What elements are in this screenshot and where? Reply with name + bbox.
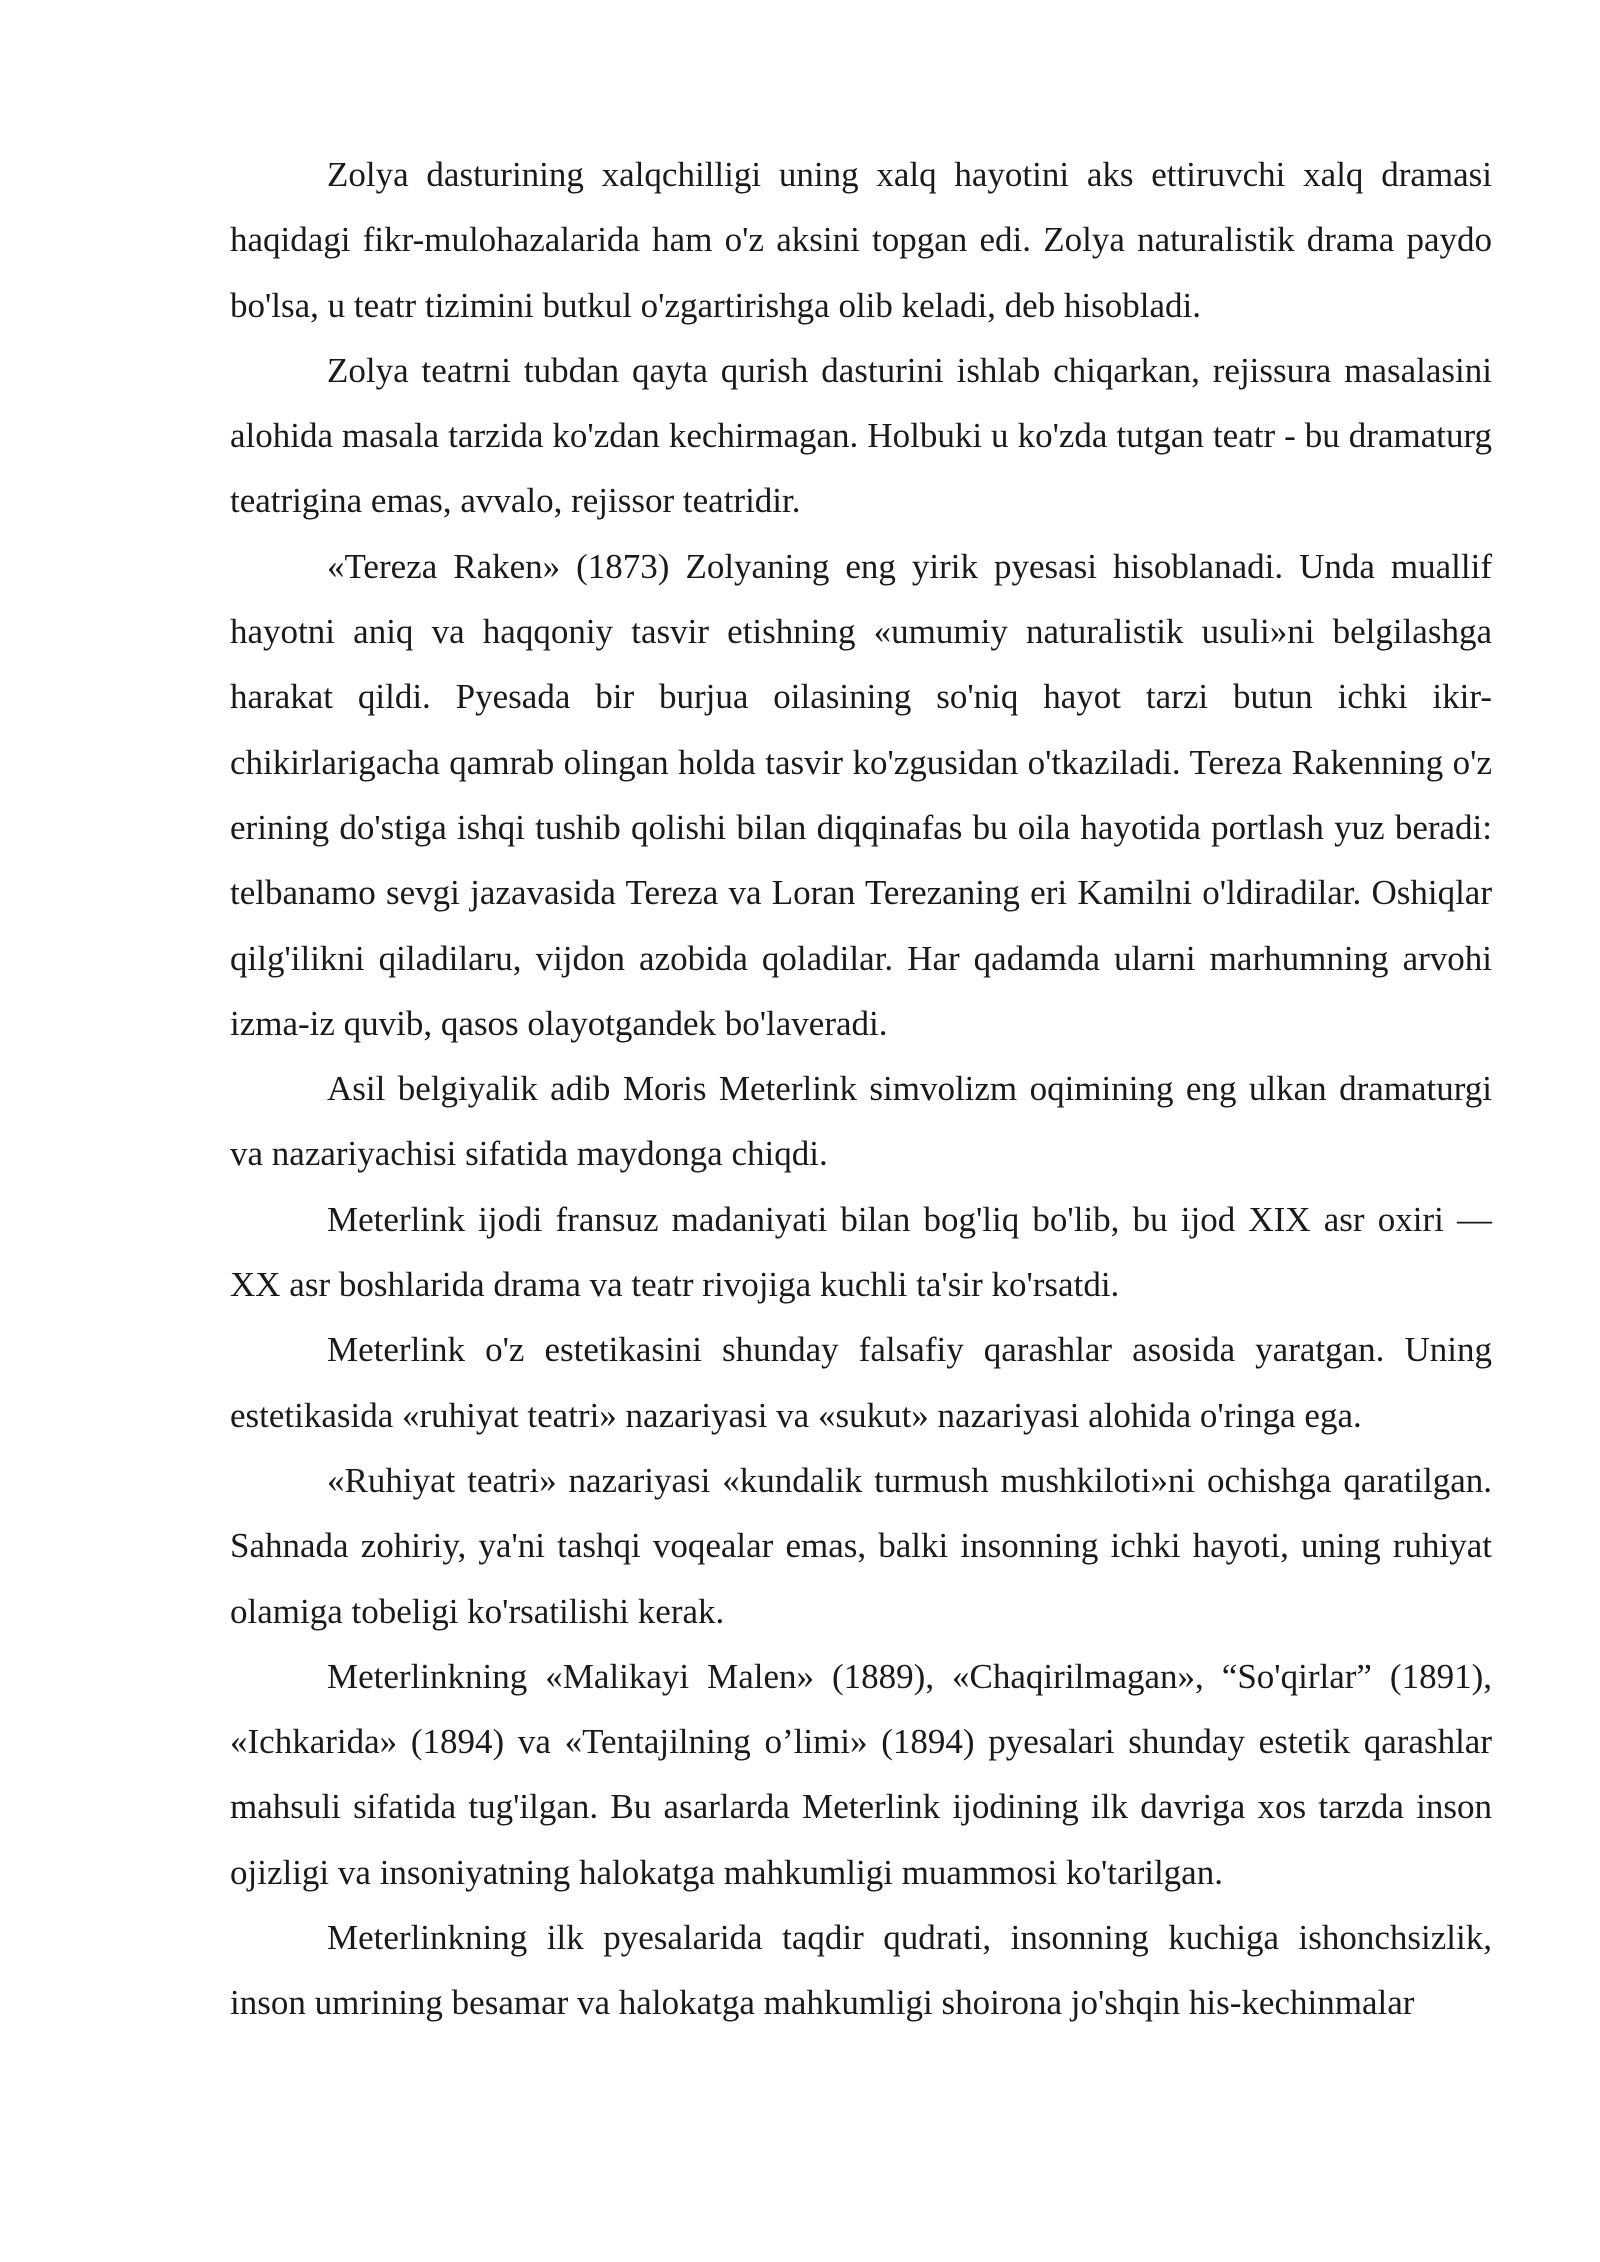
paragraph: Meterlinkning «Malikayi Malen» (1889), «Chaqirilmagan», “So'qirlar” (1891), «Ichkarida» (1894) va «Tentajilning o’limi» (1894) pyesalari shunday estetik qarashlar mahsuli sifatida tug'ilgan. Bu asarlarda Meterlink ijodining ilk davriga xos tarzda inson ojizligi va insoniyatning halokatga mahkumligi muammosi ko'tarilgan.	[230, 1656, 1492, 1892]
paragraph: «Tereza Raken» (1873) Zolyaning eng yirik pyesasi hisoblanadi. Unda muallif hayotni aniq va haqqoniy tasvir etishning «umumiy naturalistik usuli»ni belgilashga harakat qildi. Pyesada bir burjua oilasining so'niq hayot tarzi butun ichki ikir-chikirlarigacha qamrab olingan holda tasvir ko'zgusidan o'tkaziladi. Tereza Rakenning o'z erining do'stiga ishqi tushib qolishi bilan diqqinafas bu oila hayotida portlash yuz beradi: telbanamo sevgi jazavasida Tereza va Loran Terezaning eri Kamilni o'ldiradilar. Oshiqlar qilg'ilikni qiladilaru, vijdon azobida qoladilar. Har qadamda ularni marhumning arvohi izma-iz quvib, qasos olayotgandek bo'laveradi.	[230, 546, 1492, 1043]
paragraph: Zolya teatrni tubdan qayta qurish dasturini ishlab chiqarkan, rejissura masalasini alohida masala tarzida ko'zdan kechirmagan. Holbuki u ko'zda tutgan teatr - bu dramaturg teatrigina emas, avvalo, rejissor teatridir.	[230, 350, 1492, 521]
paragraph: Meterlink o'z estetikasini shunday falsafiy qarashlar asosida yaratgan. Uning estetikasida «ruhiyat teatri» nazariyasi va «sukut» nazariyasi alohida o'ringa ega.	[230, 1330, 1492, 1435]
paragraph: Meterlink ijodi fransuz madaniyati bilan bog'liq bo'lib, bu ijod XIX asr oxiri — XX asr boshlarida drama va teatr rivojiga kuchli ta'sir ko'rsatdi.	[230, 1199, 1492, 1305]
document-page	[230, 142, 1492, 2036]
paragraph: Asil belgiyalik adib Moris Meterlink simvolizm oqimining eng ulkan dramaturgi va nazariyachisi sifatida maydonga chiqdi.	[230, 1069, 1492, 1174]
paragraph: Meterlinkning ilk pyesalarida taqdir qudrati, insonning kuchiga ishonchsizlik, inson umrining besamar va halokatga mahkumligi shoirona jo'shqin his-kechinmalar	[230, 1918, 1492, 2023]
paragraph: Zolya dasturining xalqchilligi uning xalq hayotini aks ettiruvchi xalq dramasi haqidagi fikr-mulohazalarida ham o'z aksini topgan edi. Zolya naturalistik drama paydo bo'lsa, u teatr tizimini butkul o'zgartirishga olib keladi, deb hisobladi.	[230, 155, 1492, 325]
paragraph: «Ruhiyat teatri» nazariyasi «kundalik turmush mushkiloti»ni ochishga qaratilgan. Sahnada zohiriy, ya'ni tashqi voqealar emas, balki insonning ichki hayoti, uning ruhiyat olamiga tobeligi ko'rsatilishi kerak.	[230, 1460, 1492, 1631]
